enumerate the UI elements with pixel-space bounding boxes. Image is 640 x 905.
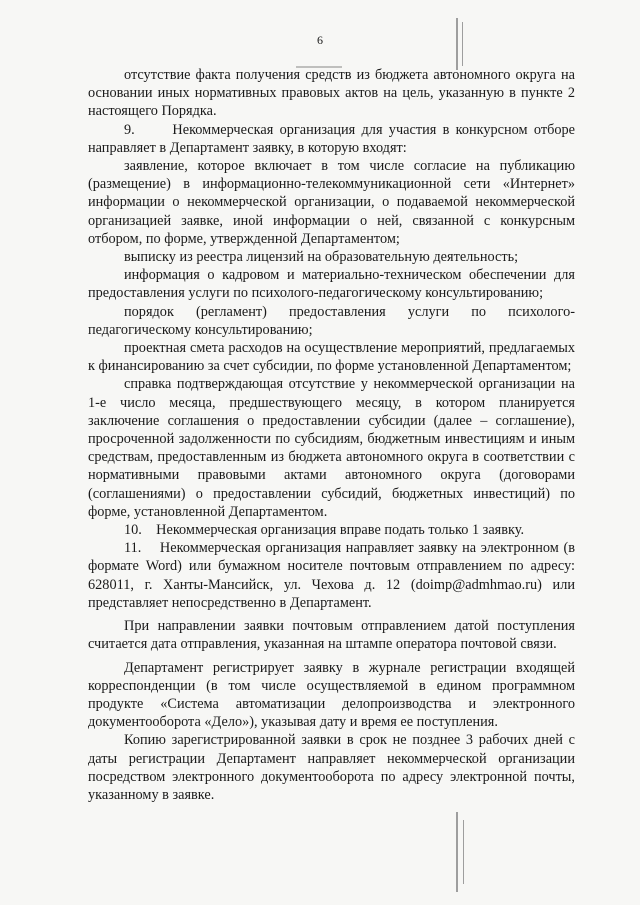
- paragraph-item-11: 11. Некоммерческая организация направляет заявку на электронном (в формате Word) или бумажном носителе почтовым отправлением по адресу: 628011, г. Ханты-Мансийск, ул. Чехова д. 12 (doimp@admhmao.ru) или представляет непосредственно в Департамент.: [88, 540, 575, 611]
- paragraph-postal-date: При направлении заявки почтовым отправлением датой поступления считается дата отправления, указанная на штампе оператора почтовой связи.: [88, 618, 575, 653]
- paragraph-application-statement: заявление, которое включает в том числе согласие на публикацию (размещение) в информационно-телекоммуникационной сети «Интернет» информации о некоммерческой организации, о подаваемой некоммерческой организацией заявке, иной информации о ней, связанной с конкурсным отбором, по форме, утвержденной Департаментом;: [88, 158, 575, 247]
- scan-artifact-bottom-right-2: [463, 820, 464, 884]
- paragraph-item-10: 10. Некоммерческая организация вправе подать только 1 заявку.: [124, 522, 525, 539]
- paragraph-regulation: порядок (регламент) предоставления услуги по психолого-педагогическому консультированию;: [88, 303, 575, 338]
- paragraph-item-9: 9. Некоммерческая организация для участия в конкурсном отборе направляет в Департамент заявку, в которую входят:: [88, 121, 575, 156]
- page-number: 6: [317, 33, 323, 47]
- paragraph-certificate: справка подтверждающая отсутствие у некоммерческой организации на 1-е число месяца, предшествующего месяцу, в котором планируется заключение соглашения о предоставлении субсидии (далее – соглашение), просроченной задолженности по субсидиям, бюджетным инвестициям и иным средствам, предоставленным из бюджета автономного округа в соответствии с нормативными правовыми актами автономного округа (договорами (соглашениями) о предоставлении субсидий, бюджетных инвестиций) по форме, установленной Департаментом.: [88, 376, 575, 520]
- scan-artifact-top-right: [456, 18, 458, 70]
- paragraph-copy-notice: Копию зарегистрированной заявки в срок не позднее 3 рабочих дней с даты регистрации Департамент направляет некоммерческой организации посредством электронного документооборота по адресу электронной почты, указанному в заявке.: [88, 732, 575, 803]
- paragraph-cost-estimate: проектная смета расходов на осуществление мероприятий, предлагаемых к финансированию за счет субсидии, по форме установленной Департаментом;: [88, 340, 575, 375]
- scan-artifact-bottom-right: [456, 812, 458, 892]
- paragraph-registration: Департамент регистрирует заявку в журнале регистрации входящей корреспонденции (в том числе осуществляемой в едином программном продукте «Система автоматизации делопроизводства и электронного документооборота «Дело»), указывая дату и время ее поступления.: [88, 659, 575, 731]
- paragraph-license-extract: выписку из реестра лицензий на образовательную деятельность;: [124, 249, 519, 266]
- paragraph-staffing-info: информация о кадровом и материально-техническом обеспечении для предоставления услуги по психолого-педагогическому консультированию;: [88, 267, 575, 302]
- scan-artifact-top-right-2: [462, 22, 463, 66]
- paragraph-1: отсутствие факта получения средств из бюджета автономного округа на основании иных нормативных правовых актов на цель, указанную в пункте 2 настоящего Порядка.: [88, 67, 575, 120]
- document-body: [88, 66, 575, 804]
